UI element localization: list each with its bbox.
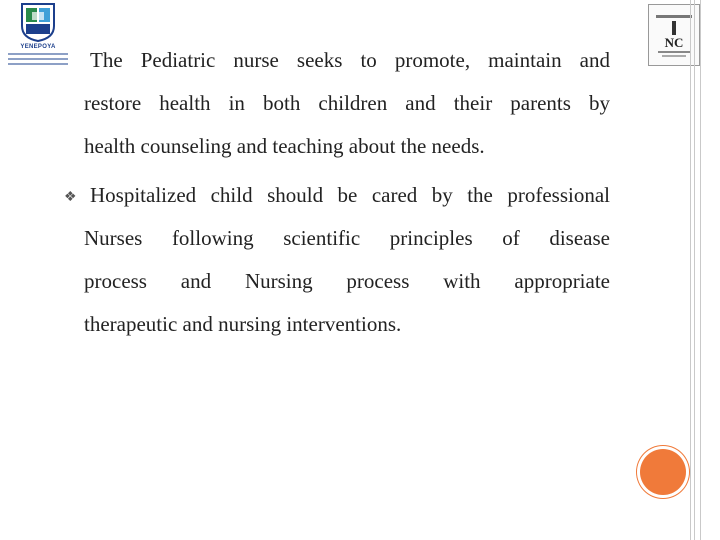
college-logo	[648, 4, 700, 66]
decorative-line	[700, 0, 701, 540]
text-line: health counseling and teaching about the needs.	[84, 134, 485, 158]
shield-logo-icon	[20, 2, 56, 42]
text-line: Hospitalized child should be cared by the professional	[90, 183, 610, 207]
text-line: Nurses following scientific principles of disease	[84, 226, 610, 250]
logo-caption-line	[8, 63, 68, 65]
svg-text:NC: NC	[664, 35, 684, 50]
text-line: restore health in both children and their parents by	[84, 91, 610, 115]
college-emblem-icon	[654, 15, 694, 59]
logo-name: YENEPOYA	[20, 44, 56, 50]
logo-caption-line	[8, 58, 68, 60]
decorative-line	[690, 0, 691, 540]
decorative-line	[694, 0, 695, 540]
orange-circle-decoration	[640, 449, 686, 495]
diamond-bullet-icon: ❖	[64, 190, 77, 205]
paragraph-hospitalized-child	[84, 174, 610, 346]
text-line: The Pediatric nurse seeks to promote, maintain and	[90, 48, 610, 72]
paragraph-nurse-role	[84, 39, 610, 168]
university-logo	[2, 2, 74, 68]
text-line: process and Nursing process with appropriate	[84, 269, 610, 293]
text-line: therapeutic and nursing interventions.	[84, 312, 402, 336]
logo-caption-line	[8, 53, 68, 55]
